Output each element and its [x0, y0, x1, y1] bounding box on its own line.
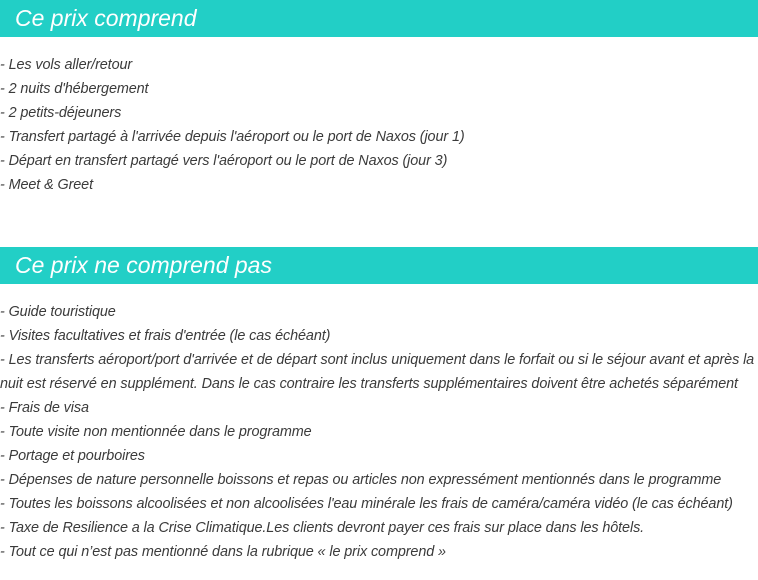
list-item: - Tout ce qui n’est pas mentionné dans la rubrique « le prix comprend » [0, 544, 446, 560]
list-item: - Les vols aller/retour [0, 57, 133, 73]
included-section-title: Ce prix comprend [15, 5, 197, 31]
excluded-section-header [0, 247, 758, 284]
included-section-header [0, 0, 758, 37]
list-item: - Meet & Greet [0, 177, 93, 193]
list-item: - Guide touristique [0, 304, 116, 320]
list-item: - 2 petits-déjeuners [0, 105, 122, 121]
list-item: - Taxe de Resilience a la Crise Climatique.Les clients devront payer ces frais sur place dans les hôtels. [0, 520, 645, 536]
list-item: - Portage et pourboires [0, 448, 145, 464]
list-item: - Visites facultatives et frais d'entrée (le cas échéant) [0, 328, 331, 344]
list-item: - Toutes les boissons alcoolisées et non alcoolisées l'eau minérale les frais de caméra/caméra vidéo (le cas échéant) [0, 496, 733, 512]
list-item: - Transfert partagé à l'arrivée depuis l'aéroport ou le port de Naxos (jour 1) [0, 129, 465, 145]
list-item: - Départ en transfert partagé vers l'aéroport ou le port de Naxos (jour 3) [0, 153, 448, 169]
list-item: - Toute visite non mentionnée dans le programme [0, 424, 312, 440]
list-item: - Les transferts aéroport/port d'arrivée et de départ sont inclus uniquement dans le forfait ou si le séjour avant et après la nuit est réservé en supplément. Dans le cas contraire les transferts supplémentaires doivent être achetés séparément [0, 352, 755, 392]
list-item: - Frais de visa [0, 400, 89, 416]
list-item: - Dépenses de nature personnelle boissons et repas ou articles non expressément mentionnés dans le programme [0, 472, 722, 488]
excluded-section-title: Ce prix ne comprend pas [15, 252, 272, 278]
included-items-list [0, 53, 758, 197]
excluded-items-list [0, 300, 758, 564]
list-item: - 2 nuits d'hébergement [0, 81, 149, 97]
